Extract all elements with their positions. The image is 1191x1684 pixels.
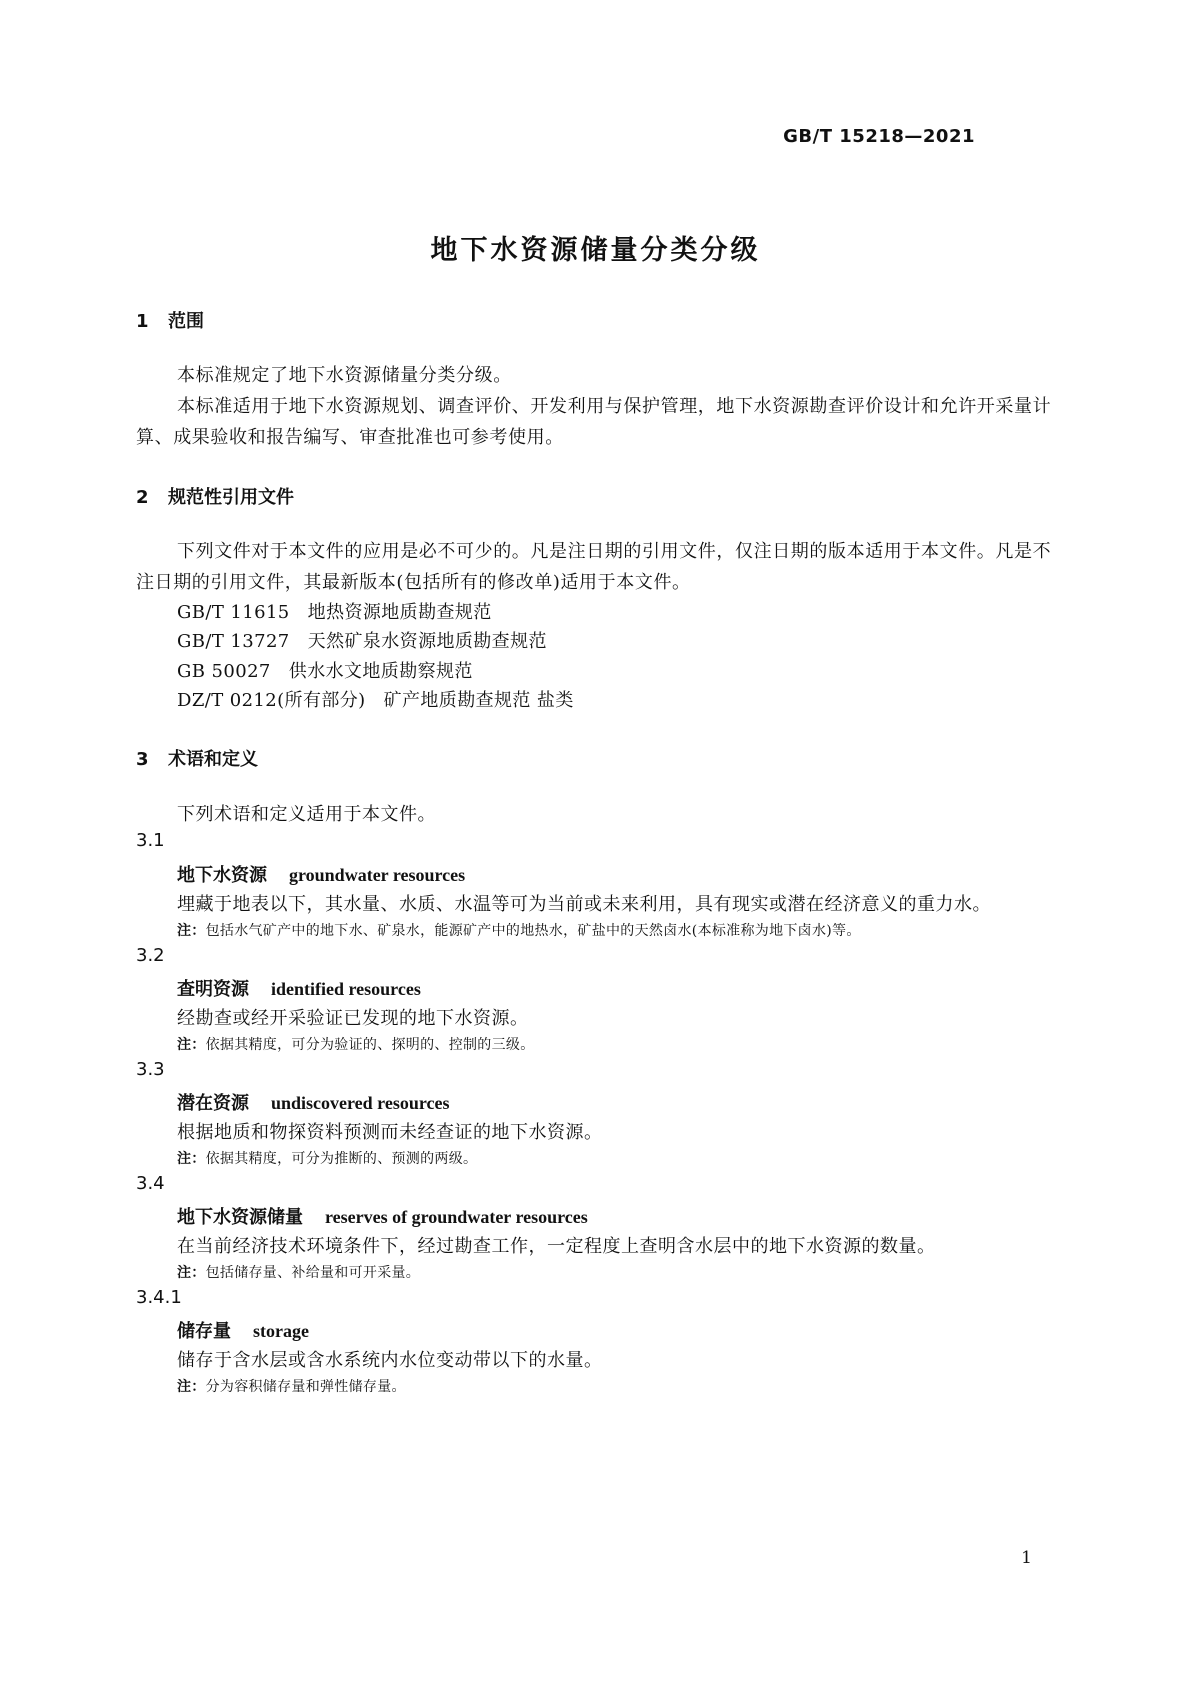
- note-text: 包括水气矿产中的地下水、矿泉水，能源矿产中的地热水，矿盐中的天然卤水(本标准称为地下卤水)等。: [205, 923, 861, 939]
- term-note: [177, 1148, 477, 1168]
- term-definition: 埋藏于地表以下，其水量、水质、水温等可为当前或未来利用，具有现实或潜在经济意义的重力水。: [177, 894, 991, 915]
- reference-code: GB/T 13727: [177, 631, 290, 652]
- term-definition: 根据地质和物探资料预测而未经查证的地下水资源。: [177, 1122, 603, 1143]
- paragraph: 本标准适用于地下水资源规划、调查评价、开发利用与保护管理，地下水资源勘查评价设计和允许开采量计算、成果验收和报告编写、审查批准也可参考使用。: [136, 396, 1052, 448]
- term-clause-number: 3.3: [136, 1059, 165, 1080]
- section-title: 范围: [168, 311, 204, 332]
- term-clause-number: 3.1: [136, 830, 165, 851]
- section-2-body: [136, 536, 1063, 598]
- term-heading: [177, 975, 421, 1001]
- term-heading: [177, 861, 465, 887]
- note-text: 分为容积储存量和弹性储存量。: [205, 1379, 406, 1395]
- term-en: groundwater resources: [289, 865, 466, 885]
- reference-item: [177, 627, 547, 653]
- note-label: 注：: [177, 1379, 206, 1395]
- reference-title: 供水水文地质勘察规范: [288, 661, 473, 682]
- section-1-body: [136, 360, 1063, 453]
- term-en: reserves of groundwater resources: [325, 1207, 588, 1227]
- term-note: [177, 920, 861, 940]
- term-clause-number: 3.4.1: [136, 1287, 182, 1308]
- term-heading: [177, 1089, 450, 1115]
- term-clause-number: 3.2: [136, 945, 165, 966]
- term-definition: 储存于含水层或含水系统内水位变动带以下的水量。: [177, 1350, 603, 1371]
- section-title: 术语和定义: [168, 749, 258, 770]
- section-number: 2: [136, 487, 149, 508]
- term-cn: 地下水资源储量: [177, 1207, 303, 1228]
- section-1-heading: [136, 307, 204, 333]
- term-cn: 地下水资源: [177, 865, 267, 886]
- term-note: [177, 1262, 420, 1282]
- paragraph: 下列文件对于本文件的应用是必不可少的。凡是注日期的引用文件，仅注日期的版本适用于本文件。凡是不注日期的引用文件，其最新版本(包括所有的修改单)适用于本文件。: [136, 541, 1052, 593]
- reference-item: [177, 598, 492, 624]
- section-3-intro: 下列术语和定义适用于本文件。: [177, 804, 436, 825]
- document-title: 地下水资源储量分类分级: [430, 235, 761, 266]
- page-number: 1: [1021, 1548, 1032, 1568]
- note-label: 注：: [177, 1151, 206, 1167]
- note-label: 注：: [177, 1037, 206, 1053]
- reference-item: [177, 657, 473, 683]
- term-note: [177, 1034, 535, 1054]
- note-label: 注：: [177, 923, 206, 939]
- term-cn: 潜在资源: [177, 1093, 249, 1114]
- term-cn: 查明资源: [177, 979, 249, 1000]
- section-number: 3: [136, 749, 149, 770]
- term-definition: 经勘查或经开采验证已发现的地下水资源。: [177, 1008, 529, 1029]
- reference-item: [177, 686, 574, 712]
- term-cn: 储存量: [177, 1321, 231, 1342]
- reference-code: GB 50027: [177, 661, 271, 682]
- section-3-heading: [136, 745, 258, 771]
- reference-code: DZ/T 0212(所有部分): [177, 690, 366, 711]
- term-en: identified resources: [271, 979, 421, 999]
- reference-title: 天然矿泉水资源地质勘查规范: [307, 631, 547, 652]
- term-heading: [177, 1317, 309, 1343]
- term-en: undiscovered resources: [271, 1093, 450, 1113]
- term-heading: [177, 1203, 588, 1229]
- term-definition: 在当前经济技术环境条件下，经过勘查工作，一定程度上查明含水层中的地下水资源的数量。: [177, 1236, 936, 1257]
- note-text: 包括储存量、补给量和可开采量。: [205, 1265, 421, 1281]
- section-2-heading: [136, 483, 294, 509]
- note-text: 依据其精度，可分为推断的、预测的两级。: [205, 1151, 478, 1167]
- section-number: 1: [136, 311, 149, 332]
- paragraph: 本标准规定了地下水资源储量分类分级。: [177, 365, 512, 386]
- section-title: 规范性引用文件: [168, 487, 294, 508]
- reference-title: 矿产地质勘查规范 盐类: [383, 690, 574, 711]
- term-clause-number: 3.4: [136, 1173, 165, 1194]
- note-text: 依据其精度，可分为验证的、探明的、控制的三级。: [205, 1037, 535, 1053]
- note-label: 注：: [177, 1265, 206, 1281]
- standard-code: GB/T 15218—2021: [783, 126, 975, 147]
- term-note: [177, 1376, 406, 1396]
- term-en: storage: [253, 1321, 309, 1341]
- reference-code: GB/T 11615: [177, 602, 290, 623]
- reference-title: 地热资源地质勘查规范: [307, 602, 492, 623]
